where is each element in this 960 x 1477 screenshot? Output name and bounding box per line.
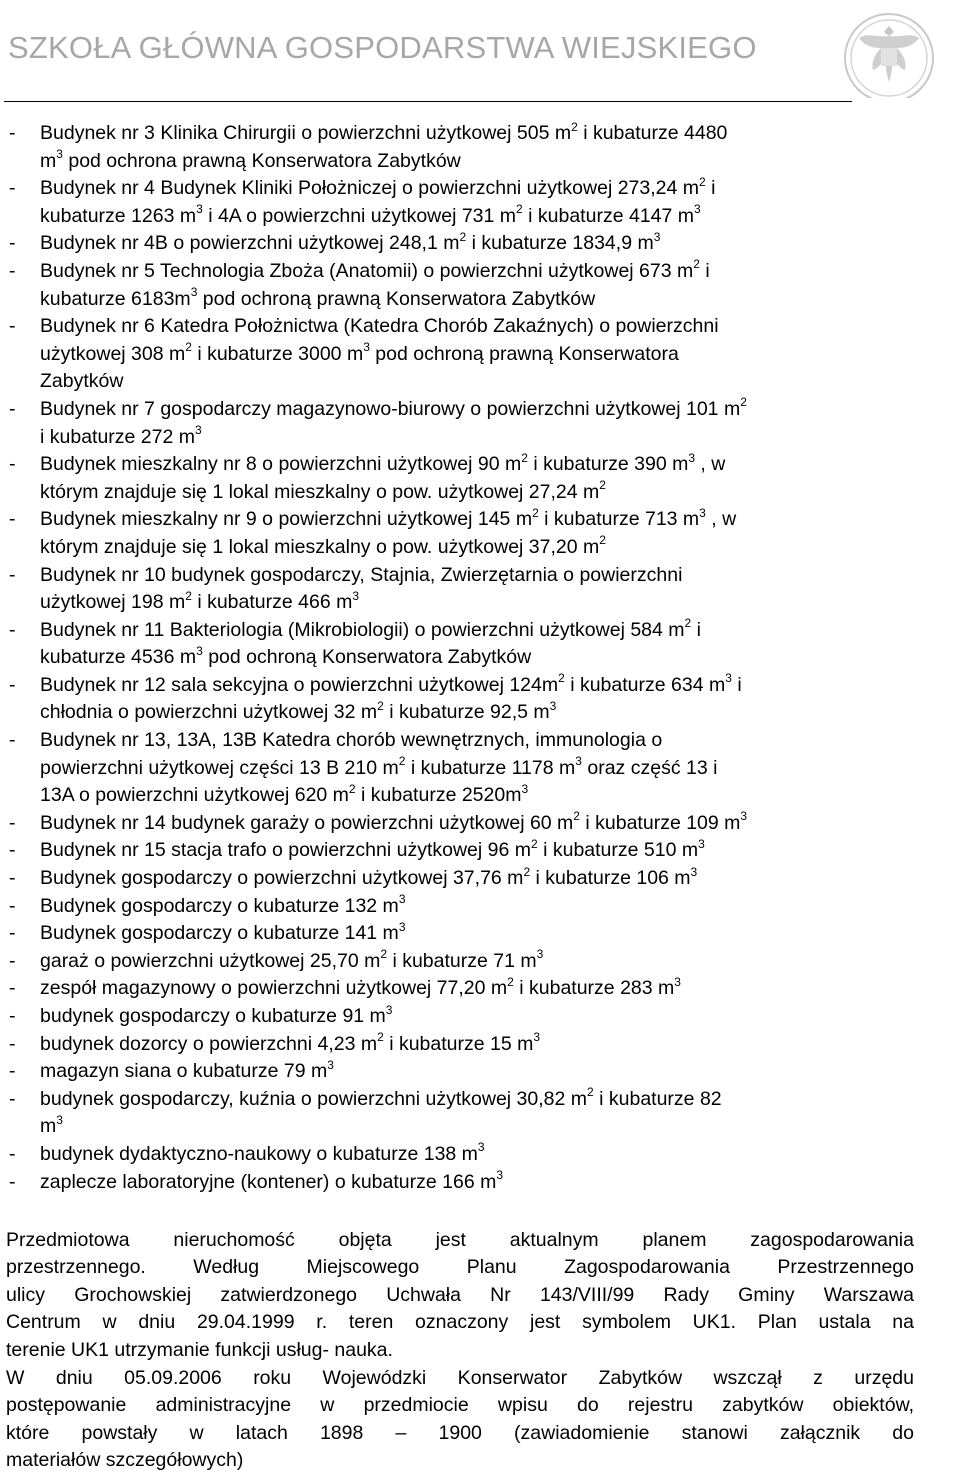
list-item (0, 810, 960, 838)
list-item-line (40, 975, 920, 1003)
list-item-text: i kubaturze 4480 (577, 122, 728, 144)
list-item-line (40, 368, 920, 396)
university-seal-icon (826, 2, 952, 98)
list-item (0, 451, 960, 506)
unit-exponent: 3 (533, 1030, 541, 1045)
list-item-text: garaż o powierzchni użytkowej 25,70 m (40, 949, 381, 972)
unit-exponent: 2 (599, 533, 606, 548)
list-item-text: Budynek nr 10 budynek gospodarczy, Stajnia, Zwierzętarnia o powierzchni (40, 563, 683, 586)
list-item-line (40, 837, 920, 865)
list-item (0, 396, 960, 451)
unit-exponent: 3 (521, 781, 529, 796)
unit-exponent: 3 (699, 505, 706, 520)
list-item-line (40, 1141, 920, 1169)
page-header (8, 30, 808, 66)
list-bullet: - (9, 811, 16, 834)
list-item-text: Budynek nr 4 Budynek Kliniki Położniczej o powierzchni użytkowej 273,24 m (40, 177, 700, 200)
list-item-text: oraz część 13 i (581, 756, 718, 779)
list-item (0, 1169, 960, 1197)
list-bullet: - (9, 1170, 16, 1193)
list-bullet: - (9, 397, 16, 420)
list-item (0, 948, 960, 976)
list-item-line (40, 644, 920, 672)
list-item-text: kubaturze 6183m (40, 287, 191, 310)
list-item-text: i kubaturze 272 m (40, 425, 196, 448)
list-item-line (40, 948, 920, 976)
list-bullet: - (9, 315, 16, 338)
unit-exponent: 2 (377, 698, 384, 713)
unit-exponent: 3 (327, 1057, 334, 1072)
list-item-text: Budynek nr 3 Klinika Chirurgii o powierzchni użytkowej 505 m (40, 122, 572, 144)
unit-exponent: 2 (185, 340, 192, 355)
list-bullet: - (9, 1005, 16, 1027)
unit-exponent: 3 (549, 698, 557, 713)
list-item-text: Zabytków (40, 370, 124, 393)
list-bullet: - (9, 122, 16, 144)
unit-exponent: 3 (674, 974, 681, 989)
unit-exponent: 3 (725, 671, 732, 686)
list-bullet: - (9, 1087, 16, 1110)
unit-exponent: 2 (599, 478, 606, 493)
unit-exponent: 2 (185, 588, 192, 603)
list-item-text: i kubaturze 390 m (527, 453, 689, 476)
list-item-line (40, 341, 920, 369)
unit-exponent: 3 (385, 1002, 393, 1017)
unit-exponent: 2 (377, 1030, 384, 1045)
list-item (0, 727, 960, 810)
institution-title: SZKOŁA GŁÓWNA GOSPODARSTWA WIEJSKIEGO (8, 30, 757, 65)
unit-exponent: 3 (653, 229, 661, 244)
list-bullet: - (9, 508, 16, 531)
unit-exponent: 3 (56, 147, 63, 162)
unit-exponent: 2 (571, 119, 578, 134)
list-item-text: Budynek mieszkalny nr 9 o powierzchni użytkowej 145 m (40, 508, 533, 531)
list-item-text: pod ochroną prawną Konserwatora (369, 342, 679, 365)
list-item (0, 230, 960, 258)
list-item-line (40, 810, 920, 838)
unit-exponent: 3 (688, 450, 696, 465)
unit-exponent: 3 (575, 754, 582, 769)
unit-exponent: 2 (684, 616, 692, 631)
unit-exponent: 3 (536, 947, 544, 962)
unit-exponent: 3 (496, 1168, 504, 1183)
list-bullet: - (9, 259, 16, 282)
list-item (0, 1058, 960, 1086)
list-item-line (40, 479, 920, 507)
header-divider (4, 101, 852, 102)
unit-exponent: 2 (740, 395, 747, 410)
unit-exponent: 3 (477, 1140, 485, 1155)
list-item-line (40, 120, 920, 148)
list-item (0, 837, 960, 865)
list-item-line (40, 617, 920, 645)
list-bullet: - (9, 1060, 16, 1083)
list-bullet: - (9, 618, 16, 641)
list-item-line (40, 782, 920, 810)
unit-exponent: 3 (363, 340, 370, 355)
unit-exponent: 2 (523, 864, 531, 879)
list-item-text: kubaturze 4536 m (40, 646, 197, 669)
list-bullet: - (9, 949, 16, 972)
list-bullet: - (9, 867, 16, 890)
list-item-text: i kubaturze 106 m (530, 867, 691, 890)
list-item-text: i kubaturze 1834,9 m (466, 232, 654, 255)
list-item-text: budynek gospodarczy o kubaturze 91 m (40, 1005, 386, 1027)
list-item-line (40, 920, 920, 948)
list-bullet: - (9, 563, 16, 586)
list-item-text: i kubaturze 2520m (355, 784, 522, 807)
list-item-text: i kubaturze 283 m (513, 977, 675, 1000)
paragraph-line: materiałów szczegółowych) (6, 1449, 244, 1472)
list-item-text: i kubaturze 71 m (387, 949, 537, 972)
list-item-line (40, 727, 920, 755)
list-item (0, 865, 960, 893)
list-item (0, 672, 960, 727)
list-item-line (40, 258, 920, 286)
list-item-text: , w (695, 453, 726, 476)
list-item-text: i kubaturze 510 m (537, 839, 699, 862)
list-item-text: Budynek nr 4B o powierzchni użytkowej 248,1 m (40, 232, 460, 255)
list-item-text: Budynek gospodarczy o kubaturze 132 m (40, 894, 399, 917)
list-item-text: pod ochrona prawną Konserwatora Zabytków (62, 149, 461, 172)
list-item-text: i kubaturze 82 (593, 1087, 722, 1110)
list-item (0, 1086, 960, 1141)
list-item-text: Budynek gospodarczy o kubaturze 141 m (40, 922, 399, 945)
list-item-text: Budynek nr 6 Katedra Położnictwa (Katedra Chorób Zakaźnych) o powierzchni (40, 315, 719, 338)
zoning-paragraph (6, 1227, 914, 1364)
list-item-line (40, 1031, 920, 1059)
list-item-line (40, 396, 920, 424)
list-item-text: kubaturze 1263 m (40, 204, 197, 227)
list-item-text: i kubaturze 466 m (191, 591, 353, 614)
building-list (0, 120, 960, 1196)
list-bullet: - (9, 453, 16, 476)
list-item-text: i (731, 673, 742, 696)
list-item-line (40, 1086, 920, 1114)
list-item-line (40, 893, 920, 921)
paragraph-line: ulicy Grochowskiej zatwierdzonego Uchwała Nr 143/VIII/99 Rady Gminy Warszawa (6, 1283, 914, 1306)
list-bullet: - (9, 673, 16, 696)
list-item-text: chłodnia o powierzchni użytkowej 32 m (40, 701, 378, 724)
list-item-line (40, 699, 920, 727)
unit-exponent: 2 (558, 671, 565, 686)
unit-exponent: 3 (398, 919, 406, 934)
unit-exponent: 2 (532, 505, 539, 520)
unit-exponent: 2 (587, 1085, 594, 1100)
paragraph-line: przestrzennego. Według Miejscowego Planu Zagospodarowania Przestrzennego (6, 1256, 914, 1279)
list-bullet: - (9, 1032, 16, 1055)
list-item-line (40, 506, 920, 534)
list-item (0, 1003, 960, 1031)
list-item-line (40, 1113, 920, 1141)
list-item-line (40, 534, 920, 562)
unit-exponent: 3 (196, 202, 203, 217)
list-item (0, 120, 960, 175)
list-item (0, 920, 960, 948)
list-item-text: i kubaturze 634 m (564, 673, 726, 696)
list-item-text: Budynek nr 12 sala sekcyjna o powierzchni użytkowej 124m (40, 673, 559, 696)
list-item-text: i kubaturze 92,5 m (383, 701, 550, 724)
list-item-text: zaplecze laboratoryjne (kontener) o kubaturze 166 m (40, 1170, 497, 1193)
unit-exponent: 3 (694, 202, 701, 217)
list-item-text: Budynek nr 13, 13A, 13B Katedra chorób wewnętrznych, immunologia o (40, 729, 663, 752)
list-bullet: - (9, 232, 16, 255)
paragraph-line: terenie UK1 utrzymanie funkcji usług- nauka. (6, 1338, 393, 1361)
list-item (0, 893, 960, 921)
list-item-text: użytkowej 308 m (40, 342, 186, 365)
list-item-text: zespół magazynowy o powierzchni użytkowej 77,20 m (40, 977, 508, 1000)
list-item-text: i (699, 259, 710, 282)
list-item (0, 975, 960, 1003)
list-item-text: Budynek nr 7 gospodarczy magazynowo-biurowy o powierzchni użytkowej 101 m (40, 397, 741, 420)
list-item-text: Budynek mieszkalny nr 8 o powierzchni użytkowej 90 m (40, 453, 522, 476)
unit-exponent: 2 (459, 229, 467, 244)
list-item-line (40, 1169, 920, 1197)
list-bullet: - (9, 729, 16, 752)
list-item-line (40, 451, 920, 479)
list-item-text: Budynek gospodarczy o powierzchni użytkowej 37,76 m (40, 867, 524, 890)
unit-exponent: 3 (190, 285, 198, 300)
list-item-text: i kubaturze 1178 m (405, 756, 576, 779)
list-bullet: - (9, 977, 16, 1000)
paragraph-line: W dniu 05.09.2006 roku Wojewódzki Konserwator Zabytków wszczął z urzędu (6, 1367, 914, 1389)
unit-exponent: 3 (690, 864, 698, 879)
paragraph-line: postępowanie administracyjne w przedmiocie wpisu do rejestru zabytków obiektów, (6, 1394, 914, 1417)
list-item-text: powierzchni użytkowej części 13 B 210 m (40, 756, 399, 779)
list-bullet: - (9, 839, 16, 862)
unit-exponent: 2 (573, 809, 580, 824)
list-item-text: i kubaturze 15 m (383, 1032, 534, 1055)
list-bullet: - (9, 894, 16, 917)
unit-exponent: 2 (516, 202, 523, 217)
list-item-text: m (40, 149, 57, 172)
paragraph-line: które powstały w latach 1898 – 1900 (zawiadomienie stanowi załącznik do (6, 1421, 914, 1444)
list-item-line (40, 175, 920, 203)
list-item-text: budynek gospodarczy, kuźnia o powierzchni użytkowej 30,82 m (40, 1087, 588, 1110)
list-item-line (40, 589, 920, 617)
list-item (0, 506, 960, 561)
unit-exponent: 2 (699, 174, 706, 189)
list-bullet: - (9, 922, 16, 945)
unit-exponent: 3 (352, 588, 360, 603)
list-item-text: budynek dydaktyczno-naukowy o kubaturze 138 m (40, 1142, 478, 1165)
paragraph-line: Przedmiotowa nieruchomość objęta jest aktualnym planem zagospodarowania (6, 1229, 914, 1251)
list-item (0, 313, 960, 396)
list-item-line (40, 1003, 920, 1031)
unit-exponent: 2 (380, 947, 388, 962)
heritage-paragraph (6, 1365, 914, 1475)
unit-exponent: 2 (693, 257, 700, 272)
list-item-text: i 4A o powierzchni użytkowej 731 m (202, 204, 517, 227)
list-item-text: i kubaturze 3000 m (191, 342, 364, 365)
list-item-line (40, 1058, 920, 1086)
list-item-text: i (705, 177, 716, 200)
list-item-text: , w (705, 508, 737, 531)
unit-exponent: 3 (196, 643, 203, 658)
list-item (0, 562, 960, 617)
list-item-text: pod ochroną prawną Konserwatora Zabytków (197, 287, 596, 310)
list-bullet: - (9, 1142, 16, 1165)
list-item-text: Budynek nr 14 budynek garaży o powierzchni użytkowej 60 m (40, 811, 574, 834)
list-item-line (40, 230, 920, 258)
list-item (0, 1031, 960, 1059)
unit-exponent: 2 (507, 974, 514, 989)
unit-exponent: 2 (348, 781, 356, 796)
list-item (0, 617, 960, 672)
list-item-line (40, 313, 920, 341)
list-item-text: i kubaturze 109 m (579, 811, 741, 834)
unit-exponent: 3 (398, 892, 406, 907)
unit-exponent: 3 (698, 836, 705, 851)
unit-exponent: 3 (195, 423, 202, 438)
unit-exponent: 2 (531, 836, 538, 851)
list-item-text: pod ochroną Konserwatora Zabytków (202, 646, 532, 669)
list-item-text: i kubaturze 4147 m (522, 204, 694, 227)
list-item-text: 13A o powierzchni użytkowej 620 m (40, 784, 349, 807)
unit-exponent: 3 (740, 809, 748, 824)
list-item-text: i kubaturze 713 m (538, 508, 700, 531)
list-item-line (40, 286, 920, 314)
list-item (0, 258, 960, 313)
list-item-text: magazyn siana o kubaturze 79 m (40, 1060, 328, 1083)
unit-exponent: 3 (56, 1112, 63, 1127)
list-item-text: Budynek nr 11 Bakteriologia (Mikrobiologii) o powierzchni użytkowej 584 m (40, 618, 685, 641)
list-item-line (40, 148, 920, 176)
unit-exponent: 2 (398, 754, 406, 769)
paragraph-line: Centrum w dniu 29.04.1999 r. teren oznaczony jest symbolem UK1. Plan ustala na (6, 1311, 914, 1334)
list-item-text: którym znajduje się 1 lokal mieszkalny o pow. użytkowej 37,20 m (40, 535, 600, 558)
unit-exponent: 2 (521, 450, 528, 465)
list-item-line (40, 755, 920, 783)
list-item-text: Budynek nr 5 Technologia Zboża (Anatomii) o powierzchni użytkowej 673 m (40, 259, 694, 282)
list-item-line (40, 424, 920, 452)
list-item-text: którym znajduje się 1 lokal mieszkalny o pow. użytkowej 27,24 m (40, 480, 600, 503)
list-item (0, 1141, 960, 1169)
list-bullet: - (9, 177, 16, 200)
list-item-text: budynek dozorcy o powierzchni 4,23 m (40, 1032, 378, 1055)
list-item-text: i (691, 618, 701, 641)
list-item-line (40, 865, 920, 893)
list-item-line (40, 562, 920, 590)
list-item (0, 175, 960, 230)
list-item-line (40, 203, 920, 231)
list-item-text: Budynek nr 15 stacja trafo o powierzchni użytkowej 96 m (40, 839, 531, 862)
list-item-text: m (40, 1115, 57, 1138)
list-item-line (40, 672, 920, 700)
list-item-text: użytkowej 198 m (40, 591, 186, 614)
